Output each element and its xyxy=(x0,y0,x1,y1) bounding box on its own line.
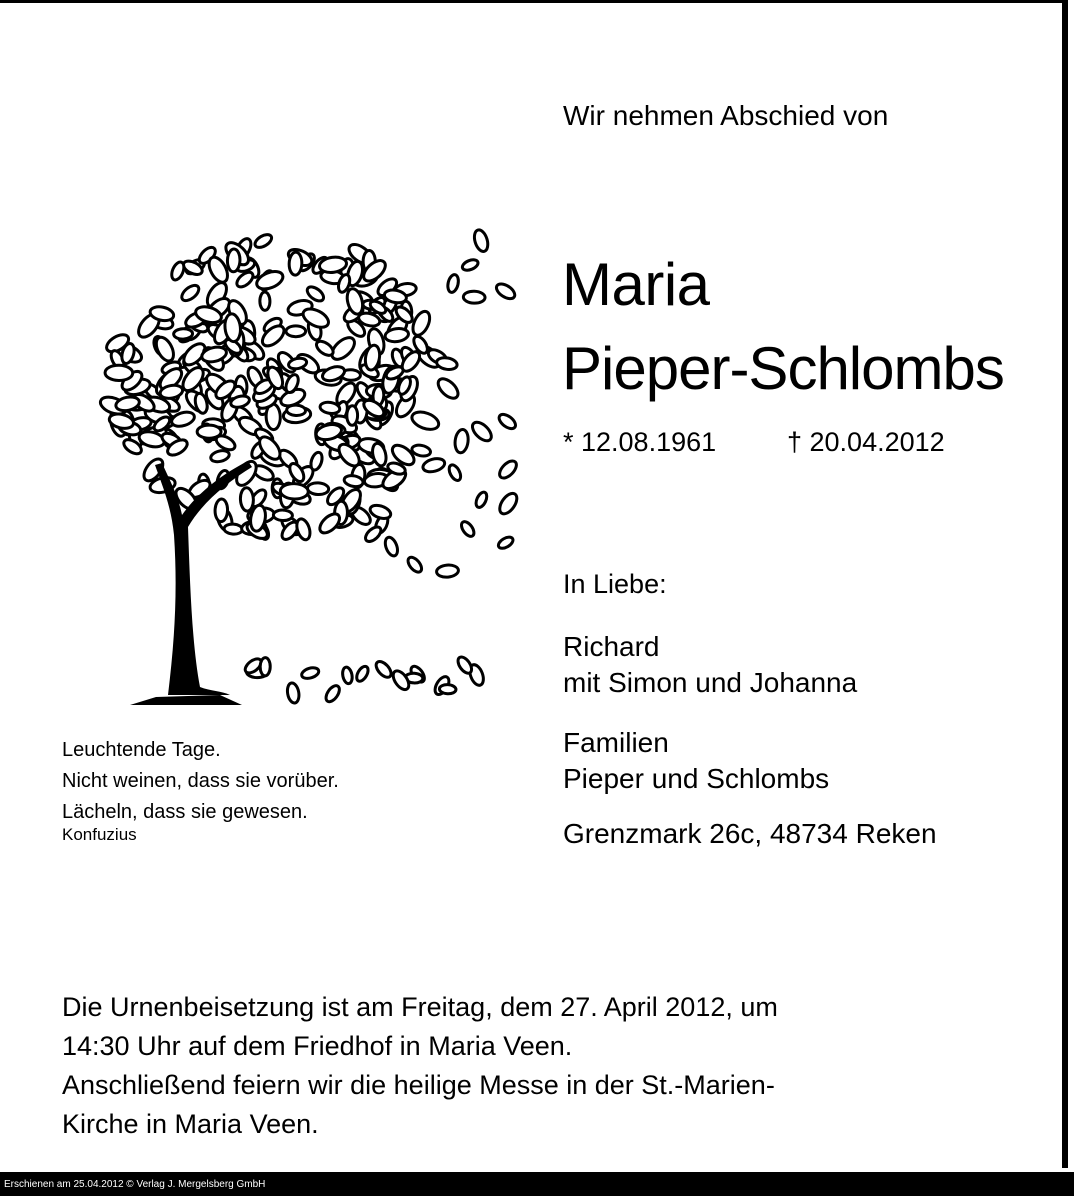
notice-line: Die Urnenbeisetzung ist am Freitag, dem 27. April 2012, um xyxy=(62,992,778,1022)
mourner-children: mit Simon und Johanna xyxy=(563,667,858,698)
quote-line: Nicht weinen, dass sie vorüber. xyxy=(62,770,339,792)
families-names: Pieper und Schlombs xyxy=(563,763,830,794)
address: Grenzmark 26c, 48734 Reken xyxy=(563,818,937,849)
mourner-name: Richard xyxy=(563,631,660,662)
quote-line: Lächeln, dass sie gewesen. xyxy=(62,801,308,823)
notice-line: Kirche in Maria Veen. xyxy=(62,1109,319,1139)
death-date: † 20.04.2012 xyxy=(787,427,945,457)
quote-author: Konfuzius xyxy=(62,825,137,844)
deceased-first-name: Maria xyxy=(562,251,710,318)
tree-with-falling-leaves-icon xyxy=(70,175,520,705)
notice-line: Anschließend feiern wir die heilige Messe in der St.-Marien- xyxy=(62,1070,775,1100)
notice-line: 14:30 Uhr auf dem Friedhof in Maria Veen. xyxy=(62,1031,573,1061)
mourner-group-family xyxy=(563,629,857,701)
deceased-last-name: Pieper-Schlombs xyxy=(562,335,1004,402)
quote-line: Leuchtende Tage. xyxy=(62,739,221,761)
quote xyxy=(62,735,339,828)
funeral-notice xyxy=(62,988,778,1144)
mourner-group-families xyxy=(563,725,829,797)
footer-publisher-text: Erschienen am 25.04.2012 © Verlag J. Mergelsberg GmbH xyxy=(4,1179,266,1190)
families-label: Familien xyxy=(563,727,669,758)
love-label: In Liebe: xyxy=(563,569,667,599)
intro-text: Wir nehmen Abschied von xyxy=(563,100,889,131)
birth-date: * 12.08.1961 xyxy=(563,427,717,457)
